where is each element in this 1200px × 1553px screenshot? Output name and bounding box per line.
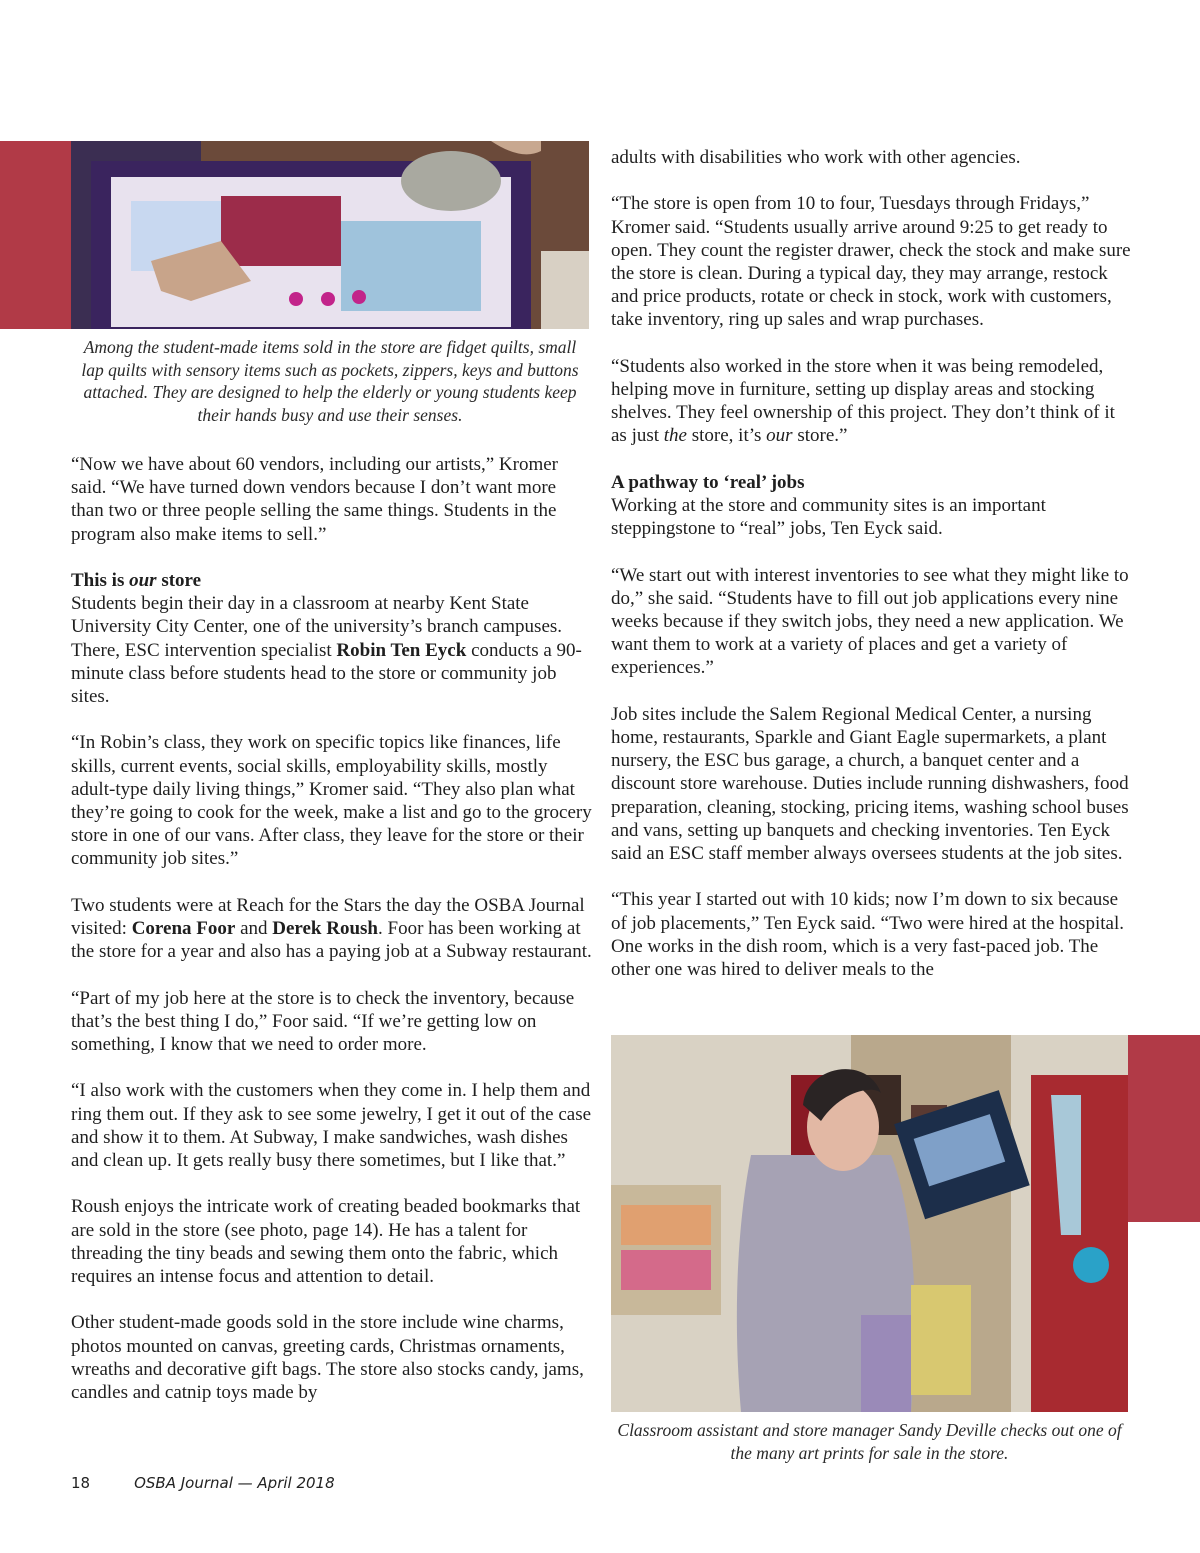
right-column xyxy=(611,146,1131,1004)
paragraph: “Students also worked in the store when it was being remodeled, helping move in furniture, setting up display areas and stocking shelves. They feel ownership of this project. They don’t think of it as just the store, it’s our store.” xyxy=(611,355,1115,447)
paragraph: “Part of my job here at the store is to check the inventory, because that’s the best thing I do,” Foor said. “If we’re getting low on something, I know that we need to order more. xyxy=(71,987,575,1056)
section-heading-our-store: This is our store xyxy=(71,570,202,591)
left-column xyxy=(71,453,593,1427)
caption-fidget-quilt: Among the student-made items sold in the store are fidget quilts, small lap quilts with sensory items such as pockets, zippers, keys and buttons attached. They are designed to help the elderly or young students keep their hands busy and use their senses. xyxy=(81,337,579,425)
paragraph: “In Robin’s class, they work on specific topics like finances, life skills, current events, social skills, employability skills, mostly adult-type daily living things,” Kromer said. “They also plan what they’re going to cook for the week, make a list and go to the grocery store in one of our vans. After class, they leave for the store or their community job sites.” xyxy=(71,732,592,870)
paragraph: Two students were at Reach for the Stars the day the OSBA Journal visited: Corena Foor and Derek Roush. Foor has been working at the store for a year and also has a paying job at a Subway restaurant. xyxy=(71,894,592,963)
paragraph: “This year I started out with 10 kids; now I’m down to six because of job placements,” Ten Eyck said. “Two were hired at the hospital. One works in the dish room, which is a very fast-paced job. The other one was hired to deliver meals to the xyxy=(611,889,1124,981)
page-number: 18 xyxy=(71,1474,91,1492)
paragraph: Other student-made goods sold in the store include wine charms, photos mounted on canvas, greeting cards, Christmas ornaments, wreaths and decorative gift bags. The store also stocks candy, jams, candles and catnip toys made by xyxy=(71,1312,584,1404)
paragraph: Job sites include the Salem Regional Medical Center, a nursing home, restaurants, Sparkle and Giant Eagle supermarkets, a plant nursery, the ESC bus garage, a church, a banquet center and a discount store warehouse. Duties include running dishwashers, food preparation, cleaning, stocking, pricing items, washing school buses and vans, setting up banquets and checking inventories. Ten Eyck said an ESC staff member always oversees students at the job sites. xyxy=(611,703,1129,865)
paragraph: adults with disabilities who work with other agencies. xyxy=(611,147,1021,168)
store-manager-photo xyxy=(611,1035,1128,1412)
fidget-quilt-photo xyxy=(71,141,589,329)
paragraph: “Now we have about 60 vendors, including our artists,” Kromer said. “We have turned down vendors because I don’t want more than two or three people selling the same things. Students in the program also make items to sell.” xyxy=(71,454,559,545)
paragraph: “The store is open from 10 to four, Tuesdays through Fridays,” Kromer said. “Students usually arrive around 9:25 to get ready to open. They count the register drawer, check the stock and make sure the store is clean. During a typical day, they may arrange, restock and price products, rotate or check in stock, work with customers, take inventory, ring up sales and wrap purchases. xyxy=(611,193,1131,331)
paragraph: “We start out with interest inventories to see what they might like to do,” she said. “Students have to fill out job applications every nine weeks because if they switch jobs, they need a new application. We want them to work at a variety of places and get a variety of experiences.” xyxy=(611,564,1129,679)
caption-store-manager: Classroom assistant and store manager Sandy Deville checks out one of the many art prints for sale in the store. xyxy=(617,1420,1122,1463)
paragraph: Students begin their day in a classroom at nearby Kent State University City Center, one of the university’s branch campuses. There, ESC intervention specialist Robin Ten Eyck conducts a 90-minute class before students head to the store or community job sites. xyxy=(71,593,582,708)
page-footer xyxy=(71,1474,335,1492)
paragraph: Roush enjoys the intricate work of creating beaded bookmarks that are sold in the store (see photo, page 14). He has a talent for threading the tiny beads and sewing them onto the fabric, which requires an intense focus and attention to detail. xyxy=(71,1196,581,1288)
paragraph: “I also work with the customers when they come in. I help them and ring them out. If they ask to see some jewelry, I get it out of the case and show it to them. At Subway, I make sandwiches, wash dishes and clean up. It gets really busy there sometimes, but I like that.” xyxy=(71,1080,592,1172)
paragraph: Working at the store and community sites is an important steppingstone to “real” jobs, Ten Eyck said. xyxy=(611,495,1046,540)
accent-bar-left xyxy=(0,141,72,329)
accent-bar-right xyxy=(1128,1035,1200,1222)
publication-name: OSBA Journal — April 2018 xyxy=(134,1474,335,1492)
section-heading-pathway: A pathway to ‘real’ jobs xyxy=(611,471,805,493)
